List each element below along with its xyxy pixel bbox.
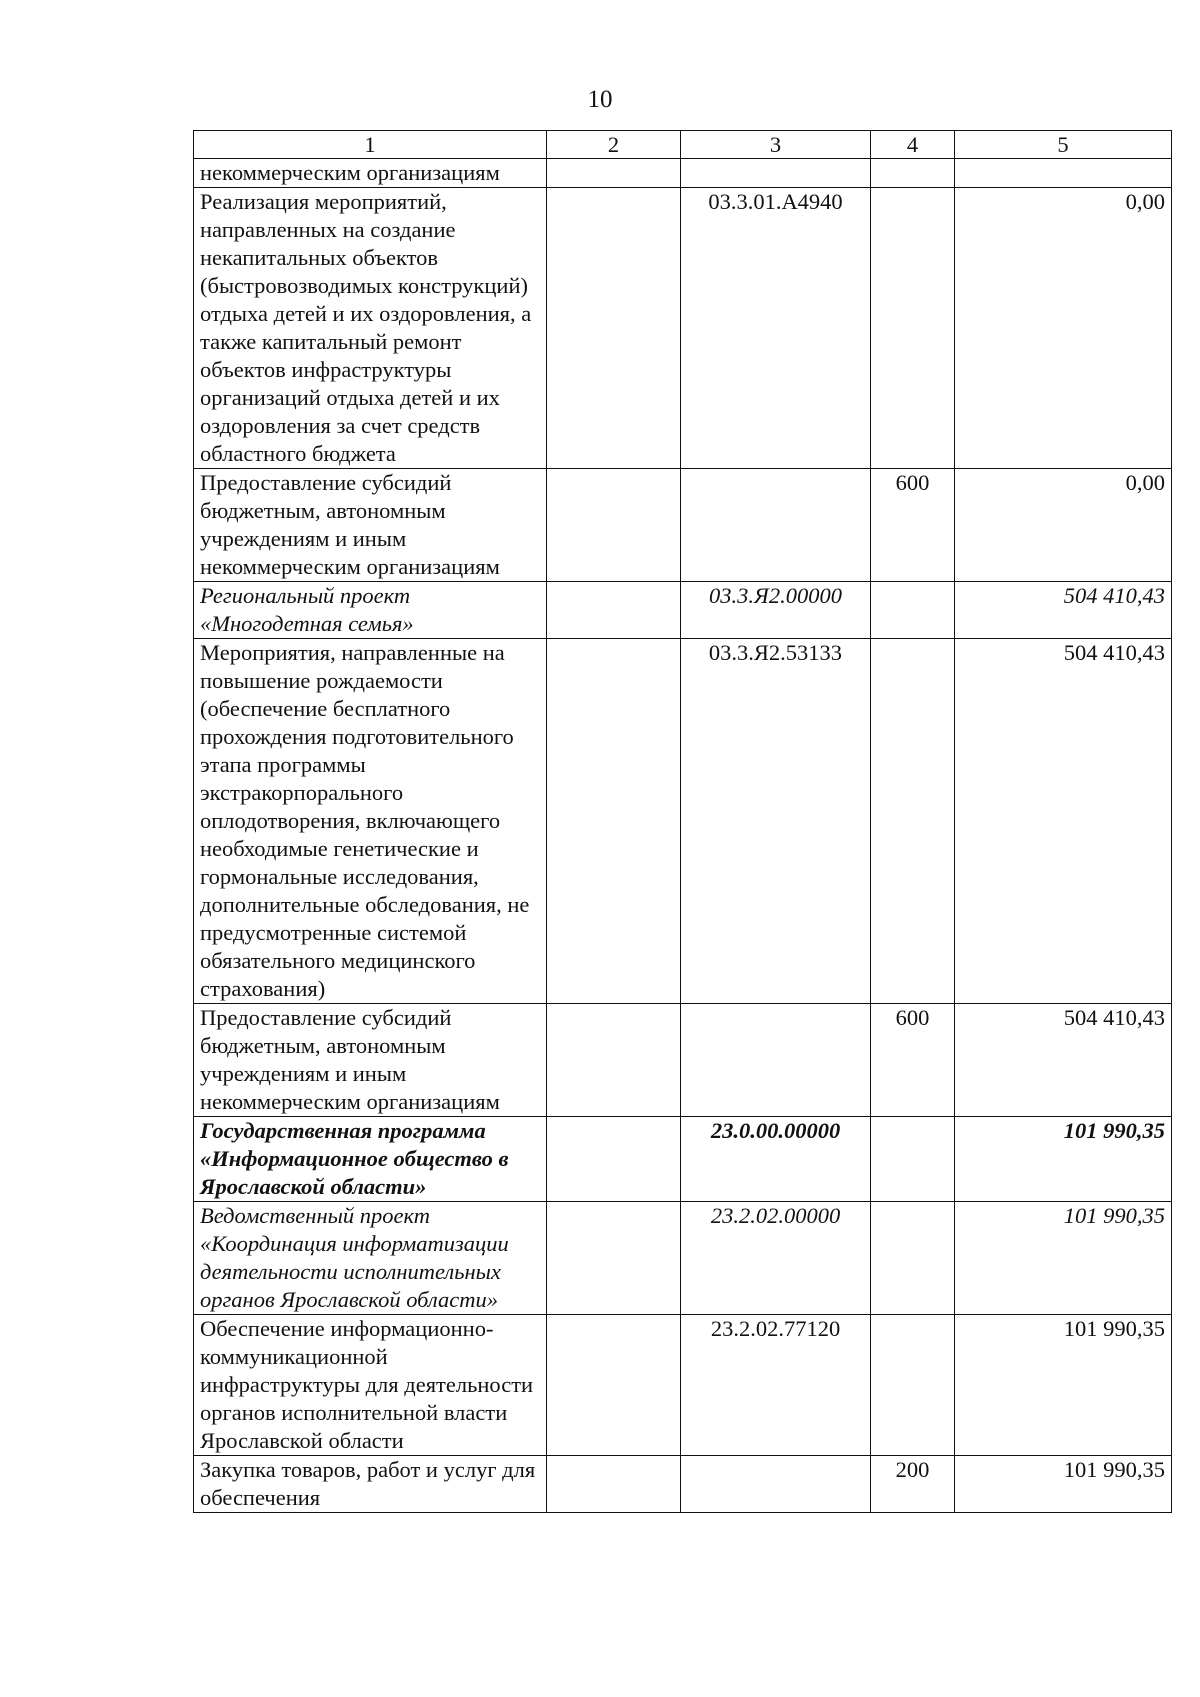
row-amount: 0,00 [955, 469, 1172, 582]
row-code: 23.2.02.00000 [681, 1202, 871, 1315]
row-code: 03.3.01.А4940 [681, 188, 871, 469]
table-row [194, 639, 1172, 1004]
table-row [194, 469, 1172, 582]
row-type [871, 1202, 955, 1315]
row-col2 [547, 469, 681, 582]
row-name: Мероприятия, направленные на повышение рождаемости (обеспечение бесплатного прохождения подготовительного этапа программы экстракорпорального оплодотворения, включающего необходимые генетические и гормональные исследования, дополнительные обследования, не предусмотренные системой обязательного медицинского страхования) [194, 639, 547, 1004]
row-name: некоммерческим организациям [194, 159, 547, 188]
table-row [194, 1202, 1172, 1315]
row-type [871, 582, 955, 639]
row-code [681, 469, 871, 582]
row-col2 [547, 159, 681, 188]
row-amount [955, 159, 1172, 188]
row-name: Обеспечение информационно-коммуникационной инфраструктуры для деятельности органов исполнительной власти Ярославской области [194, 1315, 547, 1456]
row-col2 [547, 1202, 681, 1315]
row-amount: 504 410,43 [955, 582, 1172, 639]
column-header-1: 1 [194, 131, 547, 159]
row-type: 600 [871, 469, 955, 582]
row-type: 600 [871, 1004, 955, 1117]
row-code: 23.0.00.00000 [681, 1117, 871, 1202]
table-row [194, 1117, 1172, 1202]
row-col2 [547, 582, 681, 639]
row-name: Реализация мероприятий, направленных на создание некапитальных объектов (быстровозводимых конструкций) отдыха детей и их оздоровления, а также капитальный ремонт объектов инфраструктуры организаций отдыха детей и их оздоровления за счет средств областного бюджета [194, 188, 547, 469]
budget-table [193, 130, 1172, 1513]
table-row [194, 188, 1172, 469]
row-col2 [547, 639, 681, 1004]
column-header-5: 5 [955, 131, 1172, 159]
row-amount: 101 990,35 [955, 1315, 1172, 1456]
row-type [871, 1315, 955, 1456]
row-code: 03.3.Я2.00000 [681, 582, 871, 639]
column-header-3: 3 [681, 131, 871, 159]
row-code: 03.3.Я2.53133 [681, 639, 871, 1004]
row-code [681, 1004, 871, 1117]
row-amount: 504 410,43 [955, 1004, 1172, 1117]
row-name: Региональный проект «Многодетная семья» [194, 582, 547, 639]
row-code [681, 159, 871, 188]
row-col2 [547, 1456, 681, 1513]
table-row [194, 1456, 1172, 1513]
row-type: 200 [871, 1456, 955, 1513]
row-amount: 101 990,35 [955, 1117, 1172, 1202]
row-type [871, 639, 955, 1004]
row-name: Предоставление субсидий бюджетным, автономным учреждениям и иным некоммерческим организациям [194, 469, 547, 582]
row-code: 23.2.02.77120 [681, 1315, 871, 1456]
column-header-4: 4 [871, 131, 955, 159]
row-amount: 101 990,35 [955, 1202, 1172, 1315]
table-row [194, 1004, 1172, 1117]
row-code [681, 1456, 871, 1513]
row-col2 [547, 188, 681, 469]
page-number: 10 [587, 86, 613, 113]
row-name: Предоставление субсидий бюджетным, автономным учреждениям и иным некоммерческим организациям [194, 1004, 547, 1117]
row-type [871, 188, 955, 469]
table-row [194, 159, 1172, 188]
row-type [871, 159, 955, 188]
row-name: Ведомственный проект «Координация информатизации деятельности исполнительных органов Ярославской области» [194, 1202, 547, 1315]
row-amount: 101 990,35 [955, 1456, 1172, 1513]
table-row [194, 582, 1172, 639]
column-header-2: 2 [547, 131, 681, 159]
row-type [871, 1117, 955, 1202]
row-amount: 504 410,43 [955, 639, 1172, 1004]
row-amount: 0,00 [955, 188, 1172, 469]
table-header-row [194, 131, 1172, 159]
table-row [194, 1315, 1172, 1456]
row-col2 [547, 1315, 681, 1456]
row-col2 [547, 1004, 681, 1117]
row-col2 [547, 1117, 681, 1202]
row-name: Закупка товаров, работ и услуг для обеспечения [194, 1456, 547, 1513]
row-name: Государственная программа «Информационное общество в Ярославской области» [194, 1117, 547, 1202]
